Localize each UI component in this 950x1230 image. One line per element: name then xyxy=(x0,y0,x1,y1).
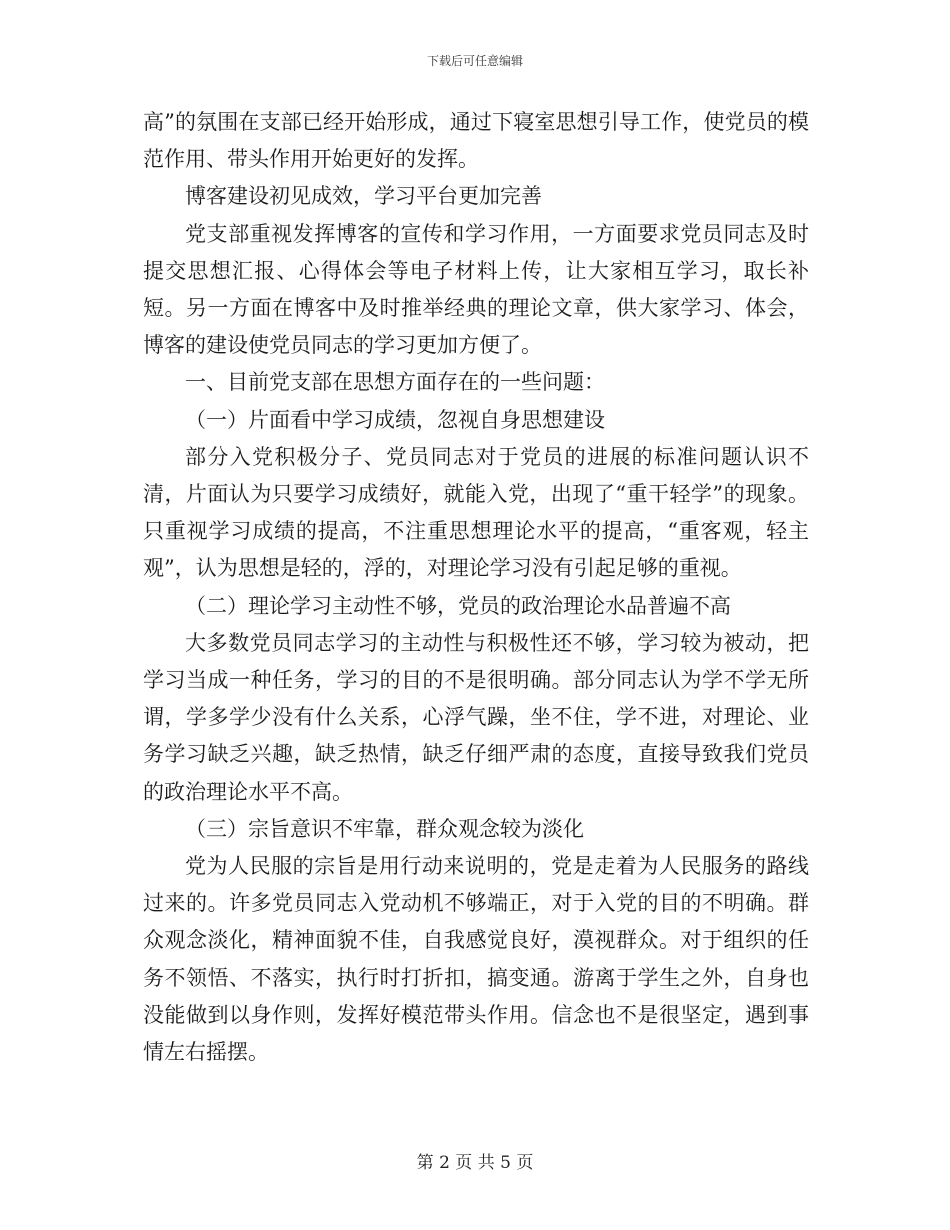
paragraph-problem-1: 部分入党积极分子、党员同志对于党员的进展的标准问题认识不清，片面认为只要学习成绩好，就能入党，出现了“重干轻学”的现象。只重视学习成绩的提高，不注重思想理论水平的提高，“重客观，轻主观”，认为思想是轻的，浮的，对理论学习没有引起足够的重视。 xyxy=(143,444,809,581)
paragraph-blog: 党支部重视发挥博客的宣传和学习作用，一方面要求党员同志及时提交思想汇报、心得体会等电子材料上传，让大家相互学习，取长补短。另一方面在博客中及时推举经典的理论文章，供大家学习、体会，博客的建设使党员同志的学习更加方便了。 xyxy=(143,221,809,358)
paragraph-problem-3: 党为人民服的宗旨是用行动来说明的，党是走着为人民服务的路线过来的。许多党员同志入党动机不够端正，对于入党的目的不明确。群众观念淡化，精神面貌不佳，自我感觉良好，漠视群众。对于组织的任务不领悟、不落实，执行时打折扣，搞变通。游离于学生之外，自身也没能做到以身作则，发挥好模范带头作用。信念也不是很坚定，遇到事情左右摇摆。 xyxy=(143,854,809,1065)
paragraph-1: 高”的氛围在支部已经开始形成，通过下寝室思想引导工作，使党员的模范作用、带头作用开始更好的发挥。 xyxy=(143,110,809,172)
page-number-footer: 第 2 页 共 5 页 xyxy=(416,1153,534,1173)
section-heading-blog: 博客建设初见成效，学习平台更加完善 xyxy=(185,184,542,209)
page-header: 下载后可任意编辑 xyxy=(426,54,523,68)
section-heading-problems: 一、目前党支部在思想方面存在的一些问题： xyxy=(185,370,605,395)
subheading-1: （一）片面看中学习成绩，忽视自身思想建设 xyxy=(185,407,605,432)
paragraph-problem-2: 大多数党员同志学习的主动性与积极性还不够，学习较为被动，把学习当成一种任务，学习的目的不是很明确。部分同志认为学不学无所谓，学多学少没有什么关系，心浮气躁，坐不住，学不进，对理论、业务学习缺乏兴趣，缺乏热情，缺乏仔细严肃的态度，直接导致我们党员的政治理论水平不高。 xyxy=(143,630,809,804)
subheading-2: （二）理论学习主动性不够，党员的政治理论水品普遍不高 xyxy=(185,593,731,618)
subheading-3: （三）宗旨意识不牢靠，群众观念较为淡化 xyxy=(185,816,584,841)
document-body xyxy=(143,104,809,1071)
